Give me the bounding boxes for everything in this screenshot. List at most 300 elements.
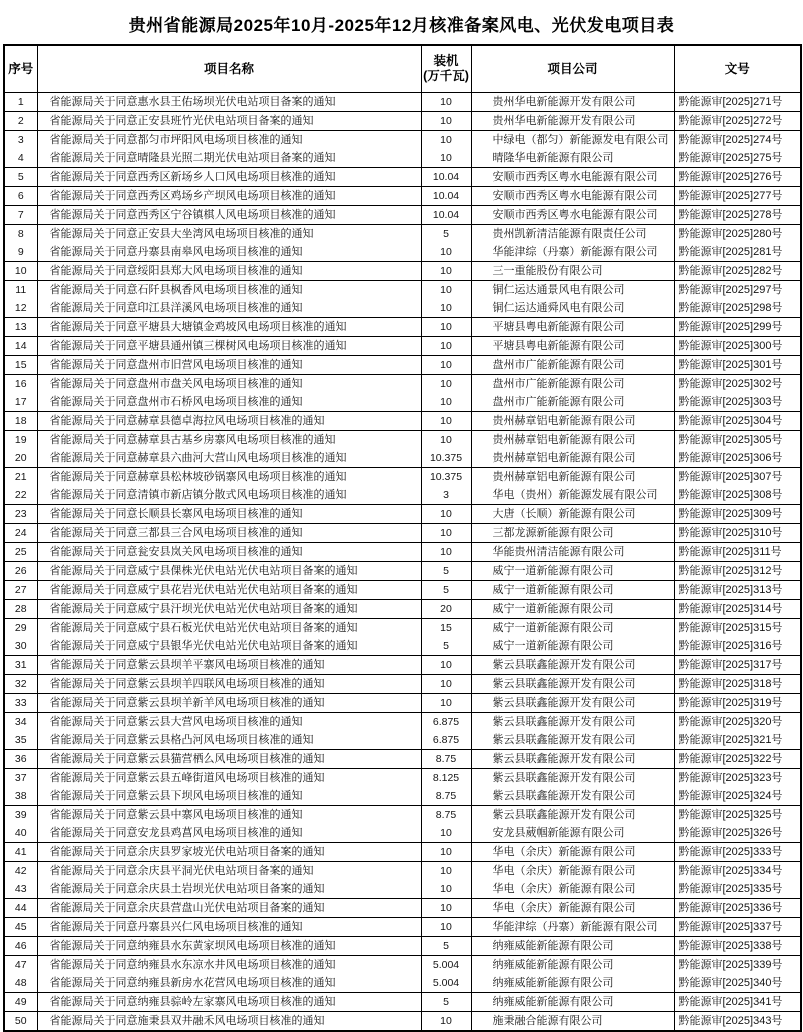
table-row	[4, 149, 801, 168]
doc-number-cell: 黔能源审[2025]276号	[674, 168, 801, 187]
project-name-cell: 省能源局关于同意紫云县中寨风电场项目核准的通知	[37, 806, 421, 825]
company-cell: 威宁一道新能源有限公司	[471, 581, 674, 600]
doc-number-cell: 黔能源审[2025]307号	[678, 470, 783, 483]
capacity-cell: 10.04	[421, 168, 471, 187]
table-row	[4, 974, 801, 993]
doc-number-cell: 黔能源审[2025]323号	[678, 771, 783, 784]
company-cell: 纳雍威能新能源有限公司	[471, 956, 674, 975]
header-capacity	[421, 45, 471, 93]
capacity-cell: 10.04	[421, 187, 471, 206]
company-cell: 纳雍威能新能源有限公司	[471, 993, 674, 1012]
capacity-cell: 10	[421, 824, 471, 843]
project-name-cell: 省能源局关于同意惠水县王佑场坝光伏电站项目备案的通知	[37, 93, 421, 112]
capacity-cell: 10	[421, 675, 471, 694]
company-cell: 华能津综（丹寨）新能源有限公司	[471, 243, 674, 262]
capacity-cell: 10	[421, 918, 471, 937]
doc-number-cell: 黔能源审[2025]306号	[674, 449, 801, 468]
doc-number-cell: 黔能源审[2025]300号	[674, 337, 801, 356]
project-name-cell: 省能源局关于同意紫云县大营风电场项目核准的通知	[37, 713, 421, 732]
company-cell: 晴隆华电新能源有限公司	[471, 149, 674, 168]
row-number-cell: 21	[4, 468, 37, 487]
capacity-cell: 6.875	[421, 731, 471, 750]
capacity-cell: 5	[421, 581, 471, 600]
company-cell: 紫云县联鑫能源开发有限公司	[471, 675, 674, 694]
header-doc-number: 文号	[674, 45, 801, 93]
doc-number-cell: 黔能源审[2025]341号	[674, 993, 801, 1012]
company-cell: 华电（余庆）新能源有限公司	[471, 899, 674, 918]
table-row	[4, 468, 801, 487]
company-cell: 华能津综（丹寨）新能源有限公司	[471, 918, 674, 937]
project-name-cell: 省能源局关于同意紫云县下坝风电场项目核准的通知	[37, 787, 421, 806]
company-cell: 贵州华电新能源开发有限公司	[471, 93, 674, 112]
table-row	[4, 694, 801, 713]
company-cell: 威宁一道新能源有限公司	[471, 562, 674, 581]
table-row	[4, 206, 801, 225]
table-row	[4, 318, 801, 337]
table-row	[4, 843, 801, 862]
capacity-cell: 15	[421, 619, 471, 638]
table-row	[4, 993, 801, 1012]
capacity-cell: 10	[421, 262, 471, 281]
table-row	[4, 356, 801, 375]
table-row	[4, 1012, 801, 1032]
row-number-cell: 23	[4, 505, 37, 524]
row-number-cell: 27	[4, 581, 37, 600]
project-name-cell: 省能源局关于同意赫章县六曲河大营山风电场项目核准的通知	[37, 449, 421, 468]
doc-number-cell: 黔能源审[2025]312号	[674, 562, 801, 581]
company-cell: 贵州华电新能源开发有限公司	[471, 112, 674, 131]
project-name-cell: 省能源局关于同意威宁县银华光伏电站光伏电站项目备案的通知	[37, 637, 421, 656]
project-name-cell: 省能源局关于同意紫云县坝羊平寨风电场项目核准的通知	[37, 656, 421, 675]
company-cell: 威宁一道新能源有限公司	[471, 637, 674, 656]
company-cell: 紫云县联鑫能源开发有限公司	[471, 750, 674, 769]
project-name-cell: 省能源局关于同意余庆县土岩坝光伏电站项目备案的通知	[37, 880, 421, 899]
doc-number-cell: 黔能源审[2025]311号	[674, 543, 801, 562]
capacity-cell: 10	[421, 299, 471, 318]
table-row	[4, 431, 801, 450]
doc-number-cell: 黔能源审[2025]303号	[674, 393, 801, 412]
capacity-cell: 10	[421, 131, 471, 150]
row-number-cell: 37	[4, 769, 37, 788]
doc-number-cell: 黔能源审[2025]319号	[674, 694, 801, 713]
project-name-cell: 省能源局关于同意紫云县坝羊新羊风电场项目核准的通知	[37, 694, 421, 713]
project-name-cell: 省能源局关于同意平塘县大塘镇金鸡坡风电场项目核准的通知	[37, 318, 421, 337]
project-name-cell: 省能源局关于同意赫章县德卓海拉风电场项目核准的通知	[37, 412, 421, 431]
capacity-cell: 10	[421, 337, 471, 356]
company-cell: 平塘县粤电新能源有限公司	[471, 318, 674, 337]
project-name-cell: 省能源局关于同意丹寨县南皋风电场项目核准的通知	[37, 243, 421, 262]
project-name-cell: 省能源局关于同意赫章县古基乡房寨风电场项目核准的通知	[37, 431, 421, 450]
capacity-cell: 10	[421, 880, 471, 899]
company-cell: 盘州市广能新能源有限公司	[471, 356, 674, 375]
company-cell: 紫云县联鑫能源开发有限公司	[471, 769, 674, 788]
doc-number-cell: 黔能源审[2025]324号	[674, 787, 801, 806]
project-name-cell: 省能源局关于同意西秀区鸡场乡产坝风电场项目核准的通知	[37, 187, 421, 206]
row-number-cell: 8	[4, 225, 37, 244]
row-number-cell: 24	[4, 524, 37, 543]
header-capacity-line1: 装机	[433, 54, 459, 68]
project-name-cell: 省能源局关于同意都匀市坪阳风电场项目核准的通知	[37, 131, 421, 150]
capacity-cell: 5.004	[421, 956, 471, 975]
project-name-cell: 省能源局关于同意纳雍县水东凉水井风电场项目核准的通知	[37, 956, 421, 975]
capacity-cell: 5	[421, 937, 471, 956]
table-row	[4, 899, 801, 918]
row-number-cell: 20	[4, 449, 37, 468]
project-name-cell: 省能源局关于同意晴隆县光照二期光伏电站项目备案的通知	[37, 149, 421, 168]
project-name-cell: 省能源局关于同意印江县洋溪风电场项目核准的通知	[37, 299, 421, 318]
project-name-cell: 省能源局关于同意盘州市石桥风电场项目核准的通知	[37, 393, 421, 412]
capacity-cell: 5	[421, 225, 471, 244]
doc-number-cell: 黔能源审[2025]317号	[674, 656, 801, 675]
project-name-cell: 省能源局关于同意绥阳县郑大风电场项目核准的通知	[37, 262, 421, 281]
project-name-cell: 省能源局关于同意余庆县罗家坡光伏电站项目备案的通知	[37, 843, 421, 862]
doc-number-cell: 黔能源审[2025]297号	[678, 283, 783, 296]
company-cell: 安龙县葳帼新能源有限公司	[471, 824, 674, 843]
doc-number-cell: 黔能源审[2025]304号	[674, 412, 801, 431]
row-number-cell: 36	[4, 750, 37, 769]
capacity-cell: 10	[421, 656, 471, 675]
company-cell: 中绿电（都匀）新能源发电有限公司	[471, 131, 674, 150]
company-cell: 紫云县联鑫能源开发有限公司	[471, 787, 674, 806]
project-name-cell: 省能源局关于同意正安县班竹光伏电站项目备案的通知	[37, 112, 421, 131]
row-number-cell: 25	[4, 543, 37, 562]
doc-number-cell: 黔能源审[2025]280号	[678, 227, 783, 240]
capacity-cell: 10	[421, 149, 471, 168]
doc-number-cell: 黔能源审[2025]298号	[674, 299, 801, 318]
company-cell: 贵州凯新清洁能源有限责任公司	[471, 225, 674, 244]
table-row	[4, 486, 801, 505]
row-number-cell: 5	[4, 168, 37, 187]
table-row	[4, 412, 801, 431]
company-cell: 三都龙源新能源有限公司	[471, 524, 674, 543]
header-serial-number: 序号	[4, 45, 37, 93]
table-row	[4, 262, 801, 281]
project-name-cell: 省能源局关于同意纳雍县新房水花营风电场项目核准的通知	[37, 974, 421, 993]
table-row	[4, 637, 801, 656]
project-name-cell: 省能源局关于同意施秉县双井融禾风电场项目核准的通知	[37, 1012, 421, 1032]
doc-number-cell: 黔能源审[2025]281号	[674, 243, 801, 262]
project-name-cell: 省能源局关于同意石阡县枫香风电场项目核准的通知	[37, 281, 421, 300]
project-name-cell: 省能源局关于同意紫云县坝羊四联风电场项目核准的通知	[37, 675, 421, 694]
doc-number-cell: 黔能源审[2025]325号	[678, 808, 783, 821]
doc-number-cell: 黔能源审[2025]339号	[678, 958, 783, 971]
capacity-cell: 10	[421, 1012, 471, 1032]
row-number-cell: 4	[4, 149, 37, 168]
row-number-cell: 11	[4, 281, 37, 300]
table-row	[4, 168, 801, 187]
project-name-cell: 省能源局关于同意威宁县花岩光伏电站光伏电站项目备案的通知	[37, 581, 421, 600]
table-body	[4, 93, 801, 1032]
table-row	[4, 299, 801, 318]
project-name-cell: 省能源局关于同意余庆县营盘山光伏电站项目备案的通知	[37, 899, 421, 918]
table-row	[4, 619, 801, 638]
table-row	[4, 824, 801, 843]
doc-number-cell: 黔能源审[2025]313号	[674, 581, 801, 600]
row-number-cell: 45	[4, 918, 37, 937]
table-row	[4, 562, 801, 581]
approval-projects-table	[3, 44, 802, 1032]
project-name-cell: 省能源局关于同意盘州市旧营风电场项目核准的通知	[37, 356, 421, 375]
company-cell: 纳雍威能新能源有限公司	[471, 937, 674, 956]
table-row	[4, 787, 801, 806]
capacity-cell: 10	[421, 862, 471, 881]
table-row	[4, 937, 801, 956]
doc-number-cell: 黔能源审[2025]310号	[674, 524, 801, 543]
table-row	[4, 524, 801, 543]
capacity-cell: 10	[421, 899, 471, 918]
project-name-cell: 省能源局关于同意西秀区宁谷镇棋人风电场项目核准的通知	[37, 206, 421, 225]
row-number-cell: 35	[4, 731, 37, 750]
table-row	[4, 713, 801, 732]
company-cell: 威宁一道新能源有限公司	[471, 619, 674, 638]
capacity-cell: 10.375	[421, 449, 471, 468]
row-number-cell: 28	[4, 600, 37, 619]
company-cell: 贵州赫章铝电新能源有限公司	[471, 431, 674, 450]
company-cell: 华能贵州清洁能源有限公司	[471, 543, 674, 562]
row-number-cell: 47	[4, 956, 37, 975]
doc-number-cell: 黔能源审[2025]338号	[674, 937, 801, 956]
row-number-cell: 49	[4, 993, 37, 1012]
project-name-cell: 省能源局关于同意正安县大坐湾风电场项目核准的通知	[37, 225, 421, 244]
company-cell: 威宁一道新能源有限公司	[471, 600, 674, 619]
company-cell: 贵州赫章铝电新能源有限公司	[471, 468, 674, 487]
row-number-cell: 44	[4, 899, 37, 918]
project-name-cell: 省能源局关于同意威宁县倮株光伏电站光伏电站项目备案的通知	[37, 562, 421, 581]
project-name-cell: 省能源局关于同意丹寨县兴仁风电场项目核准的通知	[37, 918, 421, 937]
company-cell: 紫云县联鑫能源开发有限公司	[471, 656, 674, 675]
table-row	[4, 769, 801, 788]
table-header	[4, 45, 801, 93]
capacity-cell: 5.004	[421, 974, 471, 993]
project-name-cell: 省能源局关于同意紫云县猫营栖么风电场项目核准的通知	[37, 750, 421, 769]
company-cell: 铜仁运达通舜风电有限公司	[471, 299, 674, 318]
header-project-company: 项目公司	[471, 45, 674, 93]
doc-number-cell: 黔能源审[2025]274号	[678, 133, 783, 146]
company-cell: 紫云县联鑫能源开发有限公司	[471, 731, 674, 750]
doc-number-cell: 黔能源审[2025]326号	[674, 824, 801, 843]
table-row	[4, 337, 801, 356]
table-row	[4, 731, 801, 750]
doc-number-cell: 黔能源审[2025]278号	[674, 206, 801, 225]
row-number-cell: 19	[4, 431, 37, 450]
row-number-cell: 13	[4, 318, 37, 337]
doc-number-cell: 黔能源审[2025]272号	[674, 112, 801, 131]
capacity-cell: 6.875	[421, 713, 471, 732]
table-row	[4, 449, 801, 468]
table-row	[4, 750, 801, 769]
row-number-cell: 50	[4, 1012, 37, 1032]
company-cell: 安顺市西秀区粤水电能源有限公司	[471, 168, 674, 187]
table-row	[4, 675, 801, 694]
header-capacity-line2: (万千瓦)	[423, 69, 469, 83]
capacity-cell: 8.75	[421, 750, 471, 769]
capacity-cell: 10	[421, 112, 471, 131]
row-number-cell: 41	[4, 843, 37, 862]
row-number-cell: 29	[4, 619, 37, 638]
capacity-cell: 10	[421, 431, 471, 450]
doc-number-cell: 黔能源审[2025]305号	[678, 433, 783, 446]
capacity-cell: 10	[421, 694, 471, 713]
capacity-cell: 10	[421, 356, 471, 375]
table-row	[4, 581, 801, 600]
company-cell: 盘州市广能新能源有限公司	[471, 375, 674, 394]
doc-number-cell: 黔能源审[2025]340号	[674, 974, 801, 993]
table-row	[4, 505, 801, 524]
capacity-cell: 5	[421, 562, 471, 581]
capacity-cell: 10	[421, 243, 471, 262]
project-name-cell: 省能源局关于同意威宁县石板光伏电站光伏电站项目备案的通知	[37, 619, 421, 638]
row-number-cell: 32	[4, 675, 37, 694]
doc-number-cell: 黔能源审[2025]316号	[674, 637, 801, 656]
row-number-cell: 30	[4, 637, 37, 656]
doc-number-cell: 黔能源审[2025]336号	[674, 899, 801, 918]
company-cell: 紫云县联鑫能源开发有限公司	[471, 694, 674, 713]
capacity-cell: 3	[421, 486, 471, 505]
table-row	[4, 806, 801, 825]
row-number-cell: 14	[4, 337, 37, 356]
project-name-cell: 省能源局关于同意三都县三合风电场项目核准的通知	[37, 524, 421, 543]
company-cell: 华电（余庆）新能源有限公司	[471, 862, 674, 881]
table-row	[4, 862, 801, 881]
doc-number-cell: 黔能源审[2025]282号	[674, 262, 801, 281]
doc-number-cell: 黔能源审[2025]308号	[674, 486, 801, 505]
doc-number-cell: 黔能源审[2025]343号	[674, 1012, 801, 1032]
company-cell: 安顺市西秀区粤水电能源有限公司	[471, 206, 674, 225]
company-cell: 施秉融合能源有限公司	[471, 1012, 674, 1032]
row-number-cell: 22	[4, 486, 37, 505]
doc-number-cell: 黔能源审[2025]335号	[674, 880, 801, 899]
project-name-cell: 省能源局关于同意赫章县松林坡砂锅寨风电场项目核准的通知	[37, 468, 421, 487]
row-number-cell: 10	[4, 262, 37, 281]
doc-number-cell: 黔能源审[2025]322号	[674, 750, 801, 769]
company-cell: 安顺市西秀区粤水电能源有限公司	[471, 187, 674, 206]
doc-number-cell: 黔能源审[2025]333号	[674, 843, 801, 862]
capacity-cell: 8.75	[421, 806, 471, 825]
table-row	[4, 393, 801, 412]
table-row	[4, 93, 801, 112]
company-cell: 贵州赫章铝电新能源有限公司	[471, 412, 674, 431]
table-row	[4, 131, 801, 150]
company-cell: 华电（余庆）新能源有限公司	[471, 843, 674, 862]
doc-number-cell: 黔能源审[2025]277号	[674, 187, 801, 206]
table-row	[4, 956, 801, 975]
row-number-cell: 26	[4, 562, 37, 581]
row-number-cell: 3	[4, 131, 37, 150]
doc-number-cell: 黔能源审[2025]334号	[678, 864, 783, 877]
table-row	[4, 187, 801, 206]
company-cell: 紫云县联鑫能源开发有限公司	[471, 806, 674, 825]
capacity-cell: 10	[421, 412, 471, 431]
row-number-cell: 38	[4, 787, 37, 806]
capacity-cell: 8.75	[421, 787, 471, 806]
project-name-cell: 省能源局关于同意盘州市盘关风电场项目核准的通知	[37, 375, 421, 394]
row-number-cell: 42	[4, 862, 37, 881]
project-name-cell: 省能源局关于同意紫云县五峰街道风电场项目核准的通知	[37, 769, 421, 788]
doc-number-cell: 黔能源审[2025]275号	[674, 149, 801, 168]
capacity-cell: 5	[421, 637, 471, 656]
doc-number-cell: 黔能源审[2025]302号	[678, 377, 783, 390]
table-row	[4, 543, 801, 562]
doc-number-cell: 黔能源审[2025]299号	[674, 318, 801, 337]
company-cell: 盘州市广能新能源有限公司	[471, 393, 674, 412]
capacity-cell: 20	[421, 600, 471, 619]
project-name-cell: 省能源局关于同意纳雍县水东黄家坝风电场项目核准的通知	[37, 937, 421, 956]
row-number-cell: 34	[4, 713, 37, 732]
doc-number-cell: 黔能源审[2025]321号	[674, 731, 801, 750]
company-cell: 铜仁运达通景风电有限公司	[471, 281, 674, 300]
row-number-cell: 9	[4, 243, 37, 262]
company-cell: 纳雍威能新能源有限公司	[471, 974, 674, 993]
project-name-cell: 省能源局关于同意平塘县通州镇三棵树风电场项目核准的通知	[37, 337, 421, 356]
table-row	[4, 243, 801, 262]
capacity-cell: 10	[421, 93, 471, 112]
doc-number-cell: 黔能源审[2025]315号	[678, 621, 783, 634]
row-number-cell: 48	[4, 974, 37, 993]
project-name-cell: 省能源局关于同意紫云县格凸河风电场项目核准的通知	[37, 731, 421, 750]
doc-number-cell: 黔能源审[2025]309号	[674, 505, 801, 524]
row-number-cell: 16	[4, 375, 37, 394]
capacity-cell: 10	[421, 375, 471, 394]
project-name-cell: 省能源局关于同意长顺县长寨风电场项目核准的通知	[37, 505, 421, 524]
company-cell: 平塘县粤电新能源有限公司	[471, 337, 674, 356]
row-number-cell: 15	[4, 356, 37, 375]
doc-number-cell: 黔能源审[2025]301号	[674, 356, 801, 375]
capacity-cell: 10	[421, 281, 471, 300]
company-cell: 三一重能股份有限公司	[471, 262, 674, 281]
project-name-cell: 省能源局关于同意余庆县平洞光伏电站项目备案的通知	[37, 862, 421, 881]
capacity-cell: 10	[421, 393, 471, 412]
project-name-cell: 省能源局关于同意安龙县鸡菖风电场项目核准的通知	[37, 824, 421, 843]
project-name-cell: 省能源局关于同意纳雍县骔岭左家寨风电场项目核准的通知	[37, 993, 421, 1012]
doc-number-cell: 黔能源审[2025]337号	[674, 918, 801, 937]
table-row	[4, 656, 801, 675]
table-row	[4, 880, 801, 899]
table-row	[4, 918, 801, 937]
capacity-cell: 10	[421, 505, 471, 524]
table-row	[4, 600, 801, 619]
company-cell: 华电（贵州）新能源发展有限公司	[471, 486, 674, 505]
row-number-cell: 18	[4, 412, 37, 431]
capacity-cell: 10	[421, 543, 471, 562]
capacity-cell: 10	[421, 524, 471, 543]
capacity-cell: 5	[421, 993, 471, 1012]
project-name-cell: 省能源局关于同意清镇市新店镇分散式风电场项目核准的通知	[37, 486, 421, 505]
project-name-cell: 省能源局关于同意西秀区新场乡人口风电场项目核准的通知	[37, 168, 421, 187]
doc-number-cell: 黔能源审[2025]314号	[674, 600, 801, 619]
row-number-cell: 7	[4, 206, 37, 225]
row-number-cell: 6	[4, 187, 37, 206]
row-number-cell: 43	[4, 880, 37, 899]
doc-number-cell: 黔能源审[2025]318号	[674, 675, 801, 694]
row-number-cell: 46	[4, 937, 37, 956]
document-title: 贵州省能源局2025年10月-2025年12月核准备案风电、光伏发电项目表	[128, 16, 675, 35]
row-number-cell: 33	[4, 694, 37, 713]
company-cell: 大唐（长顺）新能源有限公司	[471, 505, 674, 524]
header-project-name: 项目名称	[37, 45, 421, 93]
row-number-cell: 17	[4, 393, 37, 412]
row-number-cell: 40	[4, 824, 37, 843]
doc-number-cell: 黔能源审[2025]271号	[674, 93, 801, 112]
row-number-cell: 2	[4, 112, 37, 131]
table-row	[4, 225, 801, 244]
header-row	[4, 45, 801, 93]
company-cell: 紫云县联鑫能源开发有限公司	[471, 713, 674, 732]
company-cell: 华电（余庆）新能源有限公司	[471, 880, 674, 899]
capacity-cell: 10	[421, 843, 471, 862]
project-name-cell: 省能源局关于同意瓮安县岚关风电场项目核准的通知	[37, 543, 421, 562]
capacity-cell: 10	[421, 318, 471, 337]
capacity-cell: 10.375	[421, 468, 471, 487]
